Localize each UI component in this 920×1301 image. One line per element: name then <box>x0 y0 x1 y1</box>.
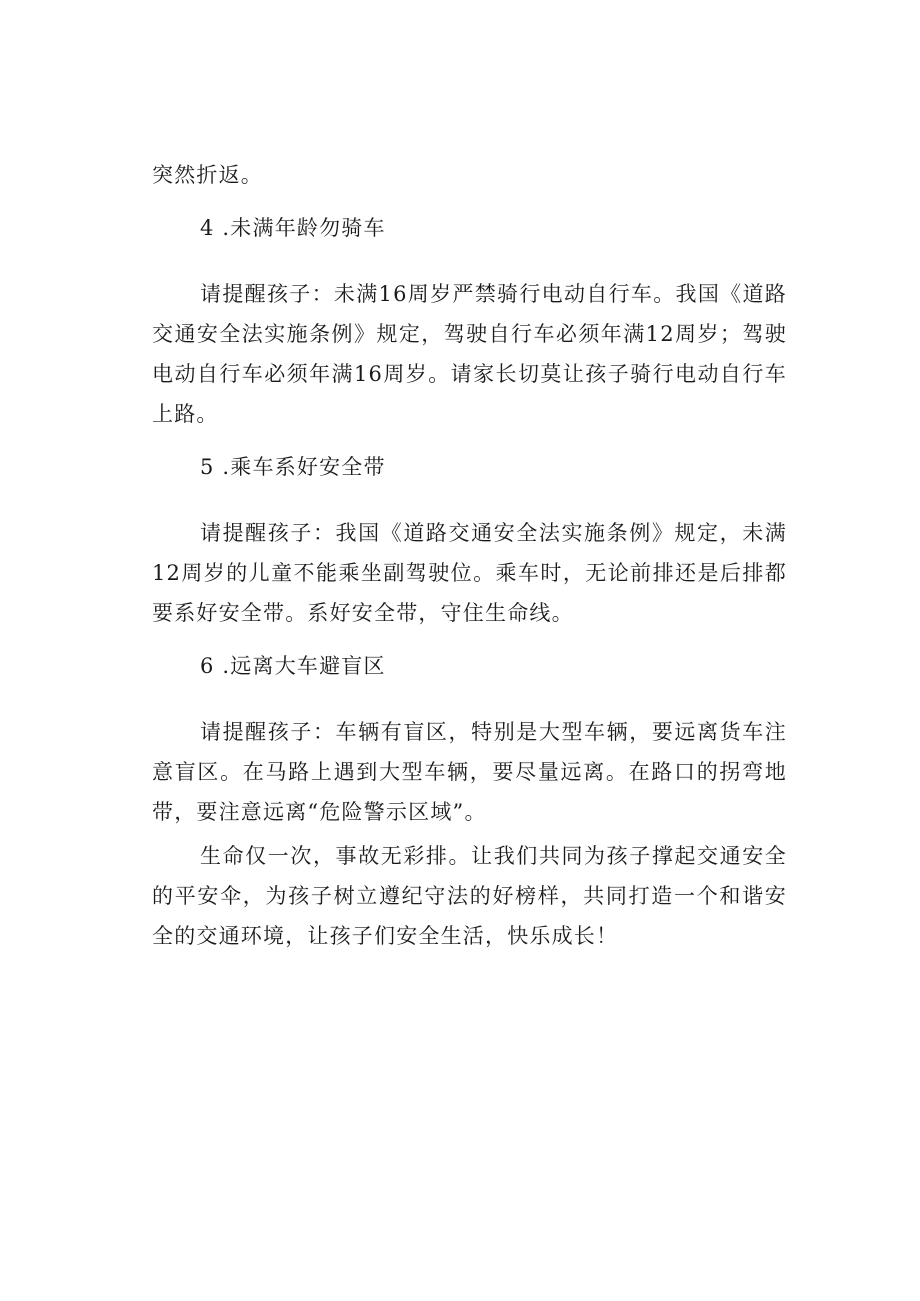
section-heading-5: 5 .乘车系好安全带 <box>200 455 386 479</box>
section-body-4: 请提醒孩子：未满16周岁严禁骑行电动自行车。我国《道路交通安全法实施条例》规定，驾驶自行车必须年满12周岁；驾驶电动自行车必须年满16周岁。请家长切莫让孩子骑行电动自行车上路。 <box>152 282 787 426</box>
document-body <box>152 155 787 956</box>
section-heading-4: 4 .未满年龄勿骑车 <box>200 216 386 240</box>
continuation-text: 突然折返。 <box>152 163 263 187</box>
section-body-6: 请提醒孩子：车辆有盲区，特别是大型车辆，要远离货车注意盲区。在马路上遇到大型车辆，要尽量远离。在路口的拐弯地带，要注意远离“危险警示区域”。 <box>152 720 787 824</box>
section-body-5: 请提醒孩子：我国《道路交通安全法实施条例》规定，未满12周岁的儿童不能乘坐副驾驶位。乘车时，无论前排还是后排都要系好安全带。系好安全带，守住生命线。 <box>152 521 787 625</box>
closing-paragraph: 生命仅一次，事故无彩排。让我们共同为孩子撑起交通安全的平安伞，为孩子树立遵纪守法的好榜样，共同打造一个和谐安全的交通环境，让孩子们安全生活，快乐成长！ <box>152 844 787 948</box>
section-heading-6: 6 .远离大车避盲区 <box>200 654 386 678</box>
